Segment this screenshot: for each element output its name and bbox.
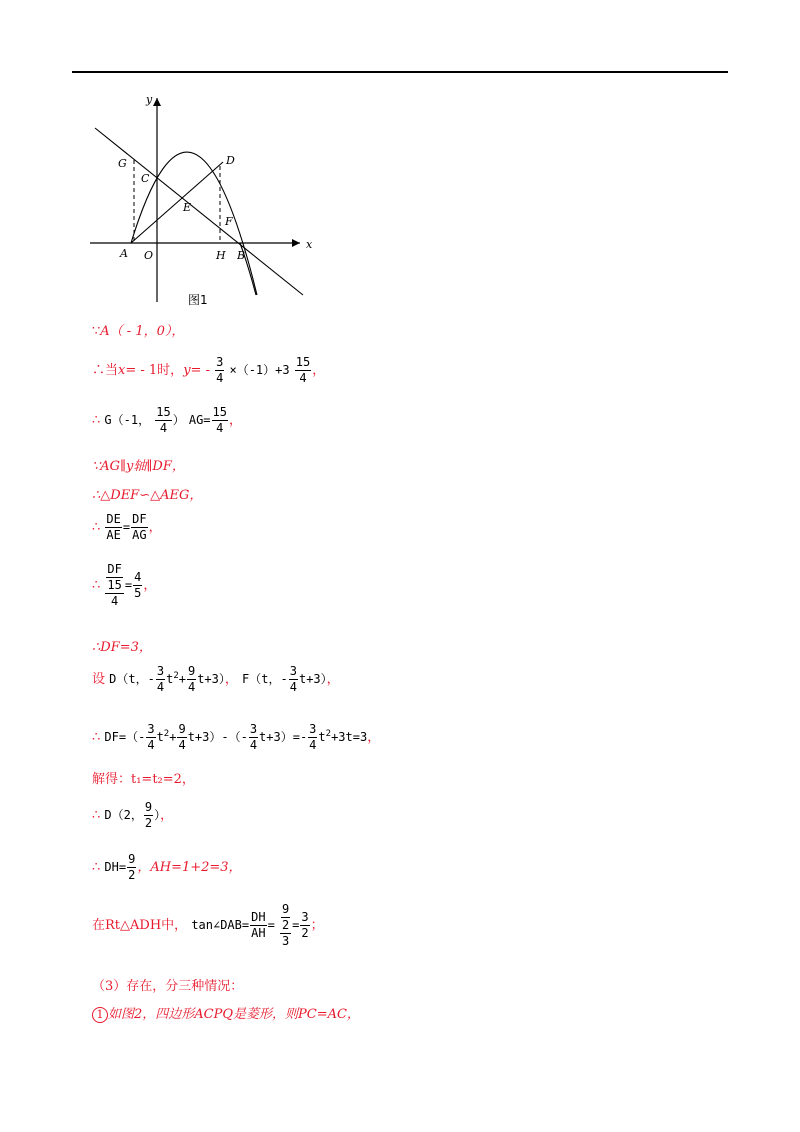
label-a: A xyxy=(120,247,128,260)
header-rule xyxy=(72,71,728,73)
fraction: $\frac{9}{2}$ xyxy=(144,800,153,830)
line-14: 在Rt△ADH中， tan∠DAB= $\frac{DH}{AH}$ = $\frac{\frac{9}{2}}{3}$ = $\frac{3}{2}$ ； xyxy=(92,902,324,948)
fraction: $\frac{9}{4}$ xyxy=(178,722,186,752)
line-2: ∴当x= - 1时，y= - $\frac{3}{4}$ ×（-1）+3 $\frac{15}{4}$ ， xyxy=(92,355,326,385)
parabola-figure xyxy=(90,90,320,312)
line-3: ∴ G（-1， $\frac{15}{4}$ ） AG= $\frac{15}{4}$ ， xyxy=(92,405,243,435)
fraction: $\frac{15}{4}$ xyxy=(295,355,311,385)
line-8: ∴DF=3， xyxy=(92,640,152,655)
label-h: H xyxy=(216,249,226,262)
figure-caption: 图1 xyxy=(188,293,208,307)
fraction: $\frac{9}{4}$ xyxy=(187,664,196,694)
line-15: （3）存在，分三种情况： xyxy=(92,979,244,994)
line-13: ∴ DH= $\frac{9}{2}$ ，AH=1+2=3， xyxy=(92,852,242,882)
fraction: $\frac{DF}{AG}$ xyxy=(132,512,147,542)
fraction: $\frac{DE}{AE}$ xyxy=(106,512,121,542)
label-o: O xyxy=(144,249,154,262)
fraction: $\frac{3}{2}$ xyxy=(301,910,309,940)
fraction: $\frac{15}{4}$ xyxy=(156,405,171,435)
line-6: ∴ $\frac{DE}{AE}$ = $\frac{DF}{AG}$ ， xyxy=(92,512,162,542)
label-d: D xyxy=(226,154,235,167)
line-11: 解得：t₁=t₂=2， xyxy=(92,772,195,787)
label-y: y xyxy=(146,93,153,106)
fraction: $\frac{3}{4}$ xyxy=(156,664,165,694)
line-1: ∵A（ - 1，0）， xyxy=(92,324,185,339)
line-5: ∴△DEF∽△AEG， xyxy=(92,488,203,503)
fraction: $\frac{3}{4}$ xyxy=(147,722,155,752)
circled-number: 1 xyxy=(92,1007,108,1023)
line-10: ∴ DF=（- $\frac{3}{4}$ $t^2+$ $\frac{9}{4}$ t+3）-（- $\frac{3}{4}$ t+3）=- $\frac{3}{4}$ $t^2+3t=3$， xyxy=(92,722,381,752)
label-b: B xyxy=(237,249,246,262)
compound-fraction: $\frac{\frac{9}{2}}{3}$ xyxy=(281,902,290,948)
label-c: C xyxy=(141,172,150,185)
fraction: $\frac{DH}{AH}$ xyxy=(251,910,266,940)
line-7: ∴ $\frac{\frac{DF}{15}}{4}$ = $\frac{4}{5}$ ， xyxy=(92,562,157,608)
line-16: 1 如图2，四边形ACPQ是菱形，则PC=AC， xyxy=(92,1003,360,1023)
fraction: $\frac{4}{5}$ xyxy=(134,570,142,600)
label-f: F xyxy=(225,215,233,228)
fraction: $\frac{3}{4}$ xyxy=(216,355,224,385)
line-4: ∵AG∥y轴∥DF， xyxy=(92,459,185,474)
fraction: $\frac{3}{4}$ xyxy=(249,722,258,752)
line-9: 设 D（t，- $\frac{3}{4}$ $t^2+$ $\frac{9}{4}$ t+3）， F（t，- $\frac{3}{4}$ t+3）， xyxy=(92,664,340,694)
line-12: ∴ D（2， $\frac{9}{2}$ ）， xyxy=(92,800,174,830)
label-x: x xyxy=(306,238,313,251)
compound-fraction: $\frac{\frac{DF}{15}}{4}$ xyxy=(107,562,122,608)
fraction: $\frac{3}{4}$ xyxy=(309,722,317,752)
label-g: G xyxy=(118,157,127,170)
fraction: $\frac{9}{2}$ xyxy=(128,852,136,882)
fraction: $\frac{15}{4}$ xyxy=(212,405,227,435)
fraction: $\frac{3}{4}$ xyxy=(289,664,297,694)
label-e: E xyxy=(183,201,192,214)
